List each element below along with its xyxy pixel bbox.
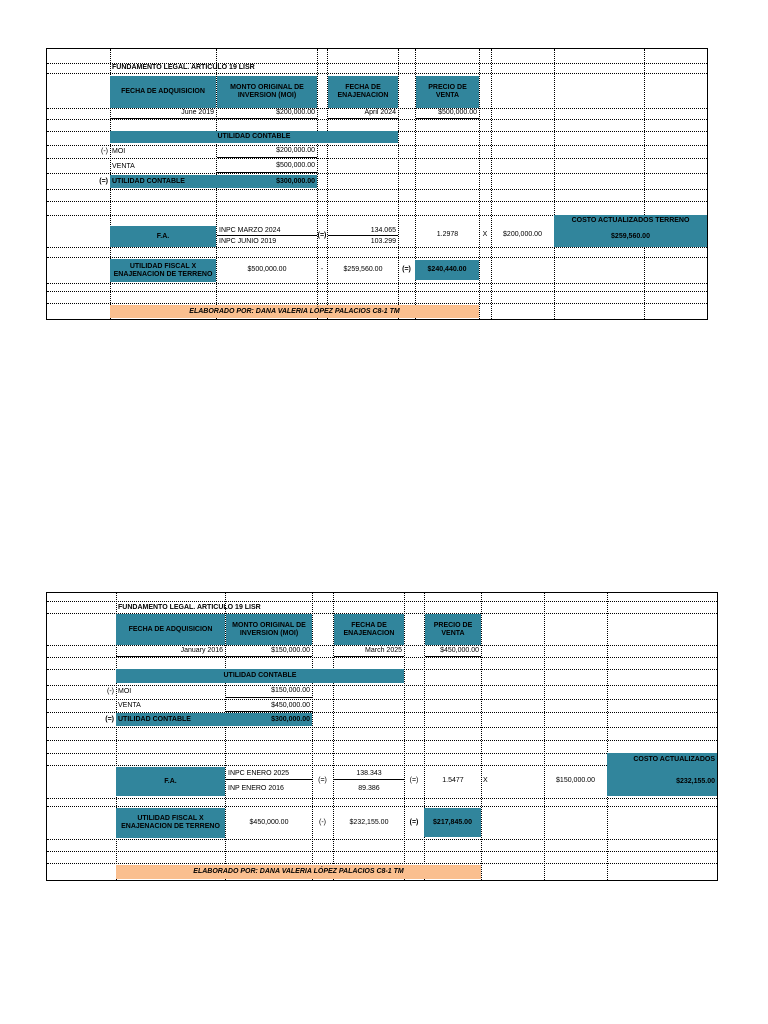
moi-sign: (-)	[101, 147, 108, 155]
header-fecha-adquisicion: FECHA DE ADQUISICION	[110, 76, 216, 108]
uc-value: $300,000.00	[216, 175, 317, 188]
moi-value: $200,000.00	[217, 145, 317, 158]
venta-value: $450,000.00	[226, 700, 312, 712]
inpc-top-label: INPC ENERO 2025	[226, 768, 312, 780]
header-fecha-adquisicion: FECHA DE ADQUISICION	[116, 614, 225, 645]
fa-label: F.A.	[110, 226, 216, 247]
result-sign: (=)	[409, 819, 419, 826]
venta-label: VENTA	[112, 162, 135, 170]
fiscal-venta: $450,000.00	[249, 819, 289, 826]
value-fecha-enajenacion: March 2025	[334, 645, 404, 657]
result-sign: (=)	[402, 266, 411, 273]
costo-value: $232,155.00	[607, 767, 717, 796]
moi-mult: $150,000.00	[556, 777, 595, 784]
value-precio-venta: $450,000.00	[425, 645, 481, 657]
value-fecha-enajenacion: April 2024	[328, 108, 398, 119]
value-moi: $150,000.00	[226, 645, 312, 657]
uc-value: $300,000.00	[225, 713, 312, 726]
inpc-top-label: INPC MARZO 2024	[217, 226, 317, 236]
inpc-bottom-label: INP ENERO 2016	[228, 785, 284, 792]
fundamento-legal: FUNDAMENTO LEGAL. ARTICULO 19 LISR	[118, 604, 261, 611]
fiscal-result: $217,845.00	[424, 808, 481, 837]
times-sign: X	[482, 231, 488, 238]
value-fecha-adquisicion: January 2016	[116, 645, 225, 657]
moi-mult: $200,000.00	[503, 231, 542, 238]
moi-label: MOI	[118, 687, 132, 695]
utilidad-contable-title: UTILIDAD CONTABLE	[116, 669, 404, 683]
header-fecha-enajenacion: FECHA DE ENAJENACION	[328, 76, 398, 108]
value-fecha-adquisicion: June 2019	[110, 108, 216, 119]
uc-sign: (=)	[99, 177, 108, 185]
utilidad-contable-title: UTILIDAD CONTABLE	[110, 131, 398, 143]
costo-value: $259,560.00	[554, 227, 707, 247]
factor-value: 1.5477	[442, 777, 464, 784]
costo-title: COSTO ACTUALIZADOS TERRENO	[554, 215, 707, 227]
inpc-top-value: 138.343	[334, 768, 404, 780]
inpc-bottom-value: 89.386	[358, 785, 380, 792]
fiscal-label: UTILIDAD FISCAL X ENAJENACION DE TERRENO	[116, 808, 225, 838]
times-sign: X	[483, 777, 488, 784]
fiscal-label: UTILIDAD FISCAL X ENAJENACION DE TERRENO	[110, 259, 216, 282]
elaborado-por: ELABORADO POR: DANA VALERIA LÓPEZ PALACIOS C8-1 TM	[116, 865, 481, 879]
factor-value: 1.2978	[436, 231, 459, 238]
inpc-bottom-label: INPC JUNIO 2019	[219, 238, 277, 245]
fiscal-costo: $259,560.00	[343, 266, 383, 273]
venta-label: VENTA	[118, 702, 141, 709]
uc-sign: (=)	[105, 715, 114, 723]
fundamento-legal: FUNDAMENTO LEGAL. ARTICULO 19 LISR	[112, 64, 255, 71]
value-precio-venta: $500,000.00	[416, 108, 479, 119]
moi-label: MOI	[112, 147, 126, 155]
minus-sign: (-)	[319, 819, 326, 826]
fiscal-venta: $500,000.00	[247, 266, 287, 273]
uc-label: UTILIDAD CONTABLE	[110, 175, 216, 188]
header-fecha-enajenacion: FECHA DE ENAJENACION	[334, 614, 404, 645]
worksheet-2	[46, 592, 718, 881]
moi-value: $150,000.00	[226, 685, 312, 698]
fiscal-result: $240,440.00	[415, 260, 479, 280]
worksheet-1	[46, 48, 708, 320]
venta-value: $500,000.00	[217, 160, 317, 173]
factor-sign: (=)	[409, 777, 419, 784]
uc-label: UTILIDAD CONTABLE	[116, 713, 225, 726]
inpc-top-value: 134.065	[328, 226, 398, 236]
inpc-bottom-value: 103.299	[370, 238, 396, 245]
header-moi: MONTO ORIGINAL DE INVERSION (MOI)	[226, 614, 312, 645]
moi-sign: (-)	[107, 687, 114, 695]
costo-title: COSTO ACTUALIZADOS	[607, 753, 717, 767]
fa-label: F.A.	[116, 767, 225, 796]
eq-sign: (=)	[317, 232, 327, 239]
eq-sign: (=)	[318, 777, 327, 784]
header-moi: MONTO ORIGINAL DE INVERSION (MOI)	[217, 76, 317, 108]
header-precio-venta: PRECIO DE VENTA	[416, 76, 479, 108]
minus-sign: -	[320, 266, 324, 273]
elaborado-por: ELABORADO POR: DANA VALERIA LÓPEZ PALACIOS C8-1 TM	[110, 305, 479, 318]
header-precio-venta: PRECIO DE VENTA	[425, 614, 481, 645]
fiscal-costo: $232,155.00	[349, 819, 389, 826]
value-moi: $200,000.00	[217, 108, 317, 119]
